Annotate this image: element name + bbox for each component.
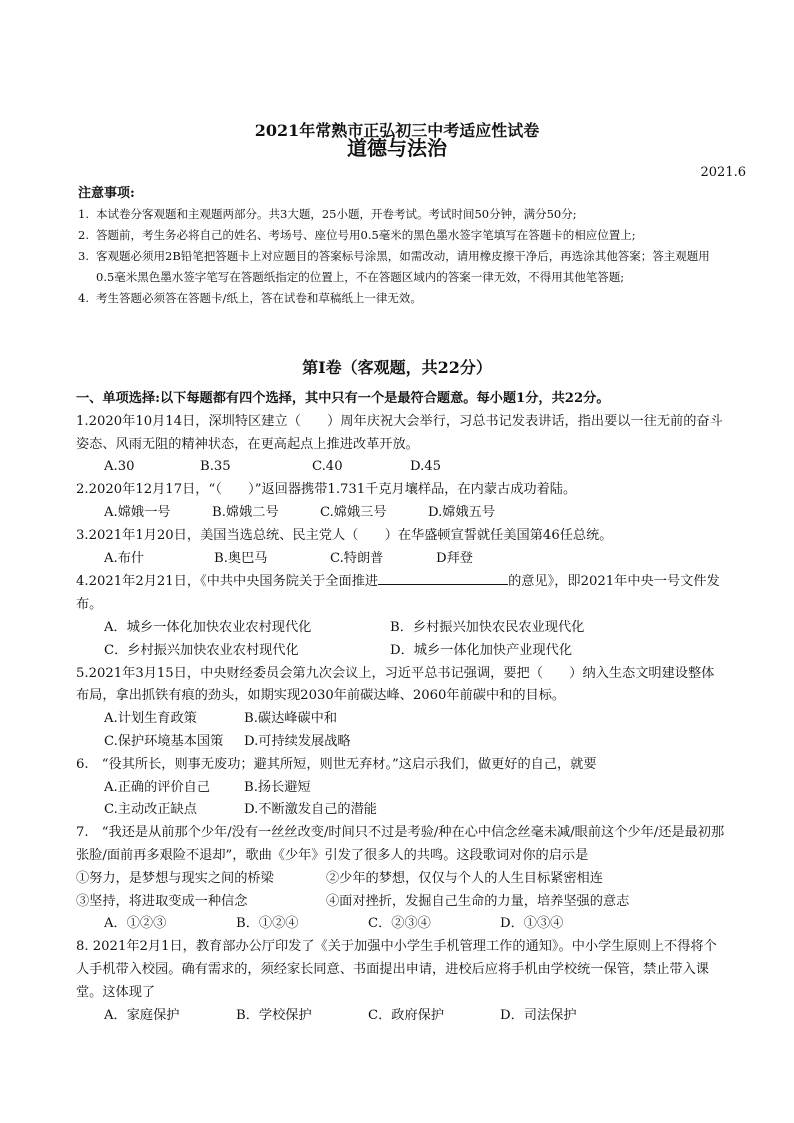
note-item — [78, 288, 728, 309]
option-b: B.35 — [200, 459, 231, 475]
exam-title: 2021年常熟市正弘初三中考适应性试卷 — [254, 121, 540, 140]
note-number: 4. — [78, 291, 89, 305]
note-text: 考生答题必须答在答题卡/纸上，答在试卷和草稿纸上一律无效。 — [96, 291, 422, 305]
note-text: 本试卷分客观题和主观题两部分。共3大题，25小题，开卷考试。考试时间50分钟，满分50分; — [96, 207, 577, 221]
question-5: 5.2021年3月15日，中央财经委员会第九次会议上，习近平总书记强调，要把（ ）纳入生态文明建设整体布局，拿出抓铁有痕的劲头，如期实现2030年前碳达峰、2060年前碳中和的目标。 — [76, 665, 715, 704]
option-c: C.40 — [312, 459, 343, 475]
statement-1: ①努力，是梦想与现实之间的桥梁 — [76, 870, 274, 886]
question-7-options — [76, 913, 726, 936]
statement-2: ②少年的梦想，仅仅与个人的人生目标紧密相连 — [326, 870, 603, 886]
option-a: A.计划生育政策 — [104, 711, 197, 727]
note-item — [78, 204, 728, 225]
question-4-text-after: 的意见》，即2021年中央一号文件发布。 — [76, 574, 720, 613]
note-number: 3. — [78, 249, 89, 263]
notes-section — [78, 183, 728, 309]
option-b: B．乡村振兴加快农民农业现代化 — [390, 619, 585, 635]
question-7: 7. “我还是从前那个少年/没有一丝丝改变/时间只不过是考验/种在心中信念丝毫未减/眼前这个少年/还是最初那张脸/面前再多艰险不退却”，歌曲《少年》引发了很多人的共鸣。这段歌词对你的启示是 — [76, 825, 725, 863]
question-3-options — [76, 548, 726, 571]
part-heading: 一、单项选择:以下每题都有四个选择，其中只有一个是最符合题意。每小题1分，共22分。 — [76, 391, 610, 406]
option-b: B．①②④ — [236, 916, 299, 932]
question-8: 8. 2021年2月1日，教育部办公厅印发了《关于加强中小学生手机管理工作的通知》。中小学生原则上不得将个人手机带入校园。确有需求的，须经家长同意、书面提出申请，进校后应将手机由学校统一保管，禁止带入课堂。这体现了 — [76, 939, 717, 1000]
statement-3: ③坚持，将进取变成一种信念 — [76, 893, 248, 909]
section-title: 第Ⅰ卷（客观题，共22分） — [302, 358, 492, 377]
exam-date: 2021.6 — [700, 165, 746, 180]
option-d: D.可持续发展战略 — [244, 733, 351, 749]
notes-heading: 注意事项: — [78, 186, 135, 201]
question-5-options-row-1 — [76, 708, 726, 731]
note-number: 1. — [78, 207, 89, 221]
option-c: C.保护环境基本国策 — [104, 733, 224, 749]
option-b: B.碳达峰碳中和 — [244, 711, 338, 727]
question-4 — [76, 570, 726, 617]
question-2-options — [76, 502, 726, 525]
option-c: C．②③④ — [368, 916, 431, 932]
question-6-options-row-2 — [76, 799, 726, 822]
option-b: B.嫦娥二号 — [212, 504, 279, 520]
option-d: D拜登 — [436, 550, 473, 566]
fill-blank — [378, 570, 508, 585]
option-a: A．①②③ — [104, 916, 167, 932]
questions-content — [76, 388, 726, 1027]
option-a: A.嫦娥一号 — [104, 504, 171, 520]
question-8-options — [76, 1005, 726, 1028]
option-a: A．家庭保护 — [104, 1007, 180, 1023]
option-b: B．学校保护 — [236, 1007, 312, 1023]
question-7-statements-row-2 — [76, 891, 726, 914]
question-1: 1.2020年10月14日，深圳特区建立（ ）周年庆祝大会举行，习总书记发表讲话，指出要以一往无前的奋斗姿态、风雨无阻的精神状态，在更高起点上推进改革开放。 — [76, 413, 723, 452]
option-d: D.不断激发自己的潜能 — [244, 802, 377, 818]
option-a: A.布什 — [104, 550, 145, 566]
note-item — [78, 225, 728, 246]
note-item — [78, 246, 728, 288]
question-5-options-row-2 — [76, 731, 726, 754]
option-c: C．政府保护 — [368, 1007, 445, 1023]
question-1-options — [76, 456, 726, 479]
statement-4: ④面对挫折，发掘自己生命的力量，培养坚强的意志 — [326, 893, 630, 909]
option-c: C.嫦娥三号 — [320, 504, 387, 520]
question-7-statements-row-1 — [76, 868, 726, 891]
question-4-options-row-1 — [76, 617, 726, 640]
note-text: 客观题必须用2B铅笔把答题卡上对应题目的答案标号涂黑，如需改动，请用橡皮擦干净后，再选涂其他答案；答主观题用0.5毫米黑色墨水签字笔写在答题纸指定的位置上，不在答题区域内的答案一律无效，不得用其他笔答题; — [96, 249, 710, 284]
question-6: 6. “役其所长，则事无废功；避其所短，则世无弃材。”这启示我们，做更好的自己，就要 — [76, 756, 597, 772]
option-a: A.正确的评价自己 — [104, 779, 211, 795]
question-6-options-row-1 — [76, 777, 726, 800]
option-c: C.特朗普 — [330, 550, 384, 566]
question-3: 3.2021年1月20日，美国当选总统、民主党人（ ）在华盛顿宣誓就任美国第46任总统。 — [76, 527, 613, 543]
note-number: 2. — [78, 228, 89, 242]
option-b: B.奥巴马 — [214, 550, 268, 566]
option-b: B.扬长避短 — [244, 779, 311, 795]
option-a: A.30 — [104, 459, 135, 475]
question-2: 2.2020年12月17日，“（ ）”返回器携带1.731千克月壤样品，在内蒙古成功着陆。 — [76, 482, 577, 498]
question-4-text-before: 4.2021年2月21日，《中共中央国务院关于全面推进 — [76, 574, 379, 590]
option-a: A．城乡一体化加快农业农村现代化 — [104, 619, 312, 635]
option-d: D．城乡一体化加快产业现代化 — [390, 642, 573, 658]
option-d: D.45 — [410, 459, 442, 475]
option-c: C.主动改正缺点 — [104, 802, 197, 818]
option-d: D．司法保护 — [500, 1007, 577, 1023]
option-d: D．①③④ — [500, 916, 564, 932]
note-text: 答题前，考生务必将自己的姓名、考场号、座位号用0.5毫米的黑色墨水签字笔填写在答题卡的相应位置上; — [96, 228, 636, 242]
option-d: D.嫦娥五号 — [428, 504, 496, 520]
option-c: C．乡村振兴加快农业农村现代化 — [104, 642, 299, 658]
subject-title: 道德与法治 — [347, 136, 447, 160]
question-4-options-row-2 — [76, 640, 726, 663]
